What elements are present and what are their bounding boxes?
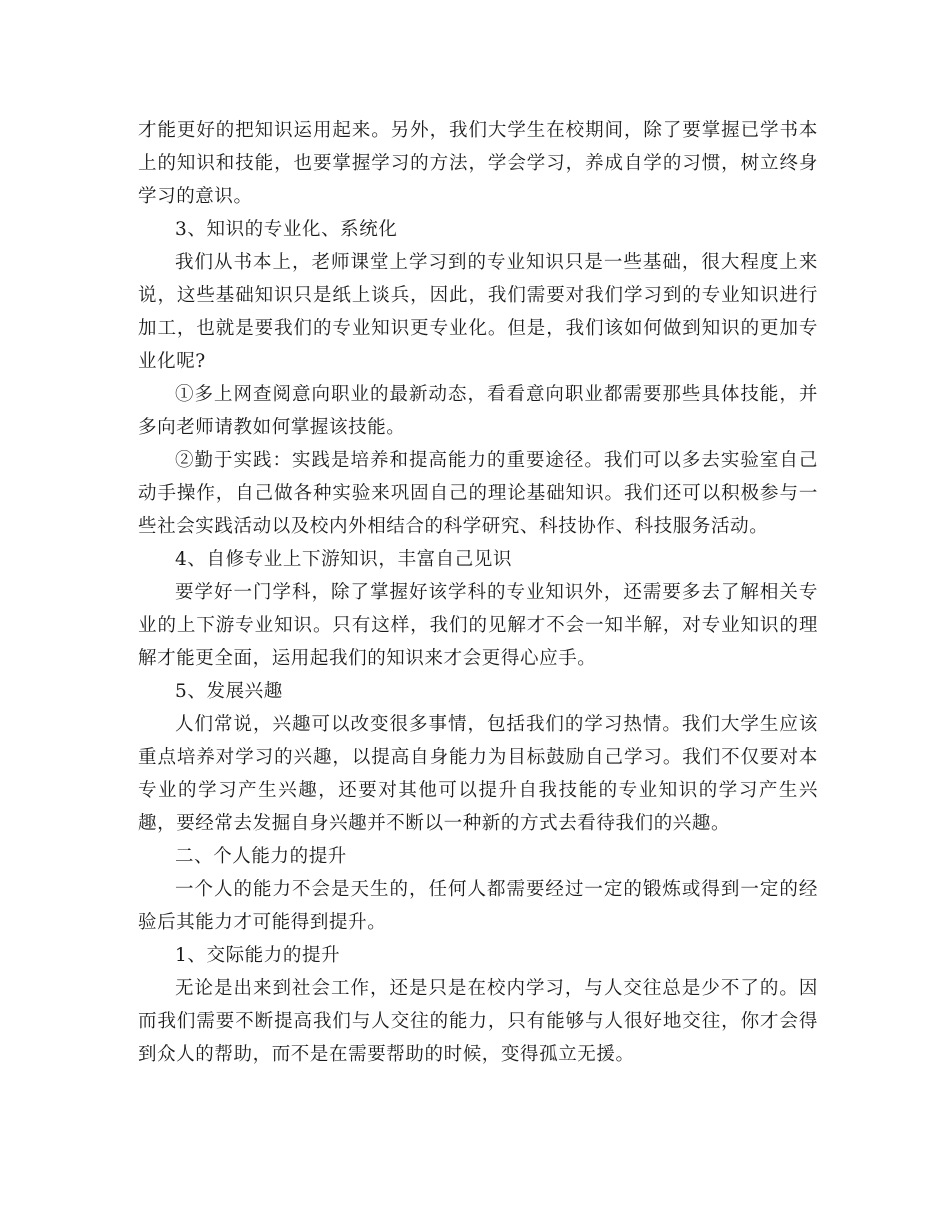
paragraph: 一个人的能力不会是天生的，任何人都需要经过一定的锻炼或得到一定的经验后其能力才可能得到提升。 xyxy=(138,879,818,933)
list-item-1: ①多上网查阅意向职业的最新动态，看看意向职业都需要那些具体技能，并多向老师请教如何掌握该技能。 xyxy=(138,384,818,438)
paragraph: 要学好一门学科，除了掌握好该学科的专业知识外，还需要多去了解相关专业的上下游专业知识。只有这样，我们的见解才不会一知半解，对专业知识的理解才能更全面，运用起我们的知识来才会更得心应手。 xyxy=(138,582,818,669)
chapter-heading-2: 二、个人能力的提升 xyxy=(175,846,347,867)
section-heading-1: 1、交际能力的提升 xyxy=(175,945,341,966)
paragraph: 无论是出来到社会工作，还是只是在校内学习，与人交往总是少不了的。因而我们需要不断提高我们与人交往的能力，只有能够与人很好地交往，你才会得到众人的帮助，而不是在需要帮助的时候，变得孤立无援。 xyxy=(138,978,818,1065)
paragraph-continuation: 才能更好的把知识运用起来。另外，我们大学生在校期间，除了要掌握已学书本上的知识和技能，也要掌握学习的方法，学会学习，养成自学的习惯，树立终身学习的意识。 xyxy=(138,120,818,207)
section-heading-4: 4、自修专业上下游知识，丰富自己见识 xyxy=(175,549,513,570)
paragraph: 我们从书本上，老师课堂上学习到的专业知识只是一些基础，很大程度上来说，这些基础知识只是纸上谈兵，因此，我们需要对我们学习到的专业知识进行加工，也就是要我们的专业知识更专业化。但是，我们该如何做到知识的更加专业化呢? xyxy=(138,252,818,372)
document-body xyxy=(138,114,818,1071)
section-heading-3: 3、知识的专业化、系统化 xyxy=(175,219,398,240)
list-item-2: ②勤于实践：实践是培养和提高能力的重要途径。我们可以多去实验室自己动手操作，自己做各种实验来巩固自己的理论基础知识。我们还可以积极参与一些社会实践活动以及校内外相结合的科学研究、科技协作、科技服务活动。 xyxy=(138,450,818,537)
paragraph: 人们常说，兴趣可以改变很多事情，包括我们的学习热情。我们大学生应该重点培养对学习的兴趣，以提高自身能力为目标鼓励自己学习。我们不仅要对本专业的学习产生兴趣，还要对其他可以提升自我技能的专业知识的学习产生兴趣，要经常去发掘自身兴趣并不断以一种新的方式去看待我们的兴趣。 xyxy=(138,714,818,834)
section-heading-5: 5、发展兴趣 xyxy=(175,681,283,702)
